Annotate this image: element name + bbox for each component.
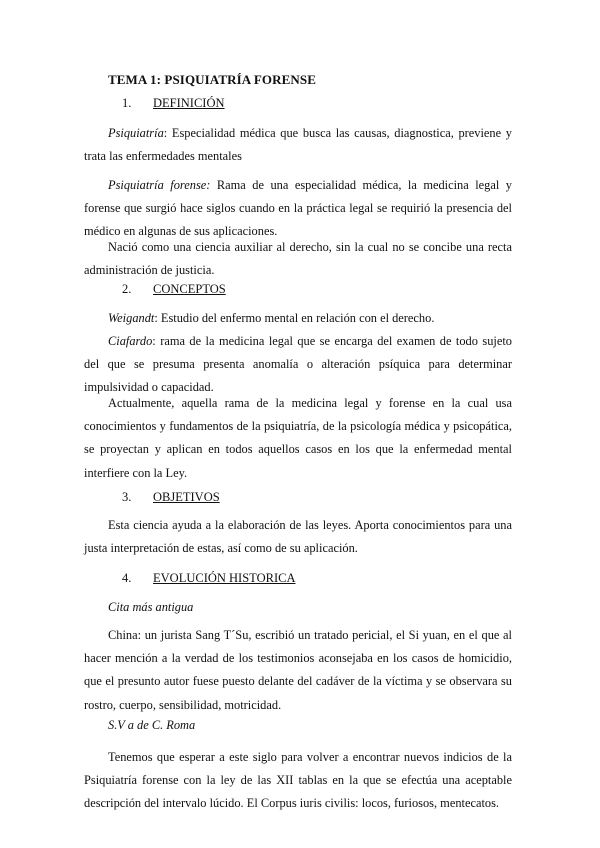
paragraph-text: China: un jurista Sang T´Su, escribió un tratado pericial, el Si yuan, en el que al hacer mención a la verdad de los testimonios aconsejaba en los casos de homicidio, que el presunto autor fuese puesto delante del cadáver de la víctima y se observara su rostro, cuerpo, sensibilidad, motricidad. [84,628,512,712]
paragraph-ciafardo [84,330,512,400]
section-heading-evolucion [122,571,295,586]
paragraph-objetivos [84,514,512,560]
term: Psiquiatría [108,126,164,140]
section-number: 4. [122,571,132,585]
section-label: CONCEPTOS [153,282,226,296]
paragraph-text: Esta ciencia ayuda a la elaboración de las leyes. Aporta conocimientos para una justa interpretación de estas, así como de su aplicación. [84,518,512,556]
paragraph-actualmente [84,392,512,485]
paragraph-weigandt [84,307,512,330]
paragraph-roma [84,746,512,816]
definition-text: : rama de la medicina legal que se encarga del examen de todo sujeto del que se presuma presenta anomalía o alteración psíquica para determinar impulsividad o capacidad. [84,334,512,395]
subheading-cita: Cita más antigua [108,600,194,614]
section-number: 3. [122,490,132,504]
paragraph-text: Actualmente, aquella rama de la medicina legal y forense en la cual usa conocimientos y fundamentos de la psiquiatría, de la psicología médica y psicopática, se proyectan y aplican en todos aquellos casos en los que la enfermedad mental interfiere con la Ley. [84,396,512,480]
paragraph-psiquiatria [84,122,512,168]
term: Psiquiatría forense: [108,178,211,192]
definition-text: : Especialidad médica que busca las causas, diagnostica, previene y trata las enfermedades mentales [84,126,512,164]
paragraph-nacio [84,236,512,282]
section-number: 2. [122,282,132,296]
paragraph-text: Nació como una ciencia auxiliar al derecho, sin la cual no se concibe una recta administración de justicia. [84,240,512,278]
definition-text: Rama de una especialidad médica, la medicina legal y forense que surgió hace siglos cuando en la práctica legal se requirió la presencia del médico en algunas de sus aplicaciones. [84,178,512,239]
term: Weigandt [108,311,155,325]
paragraph-text: Tenemos que esperar a este siglo para volver a encontrar nuevos indicios de la Psiquiatría forense con la ley de las XII tablas en la que se efectúa una aceptable descripción del intervalo lúcido. El Corpus iuris civilis: locos, furiosos, mentecatos. [84,750,512,811]
paragraph-psiquiatria-forense [84,174,512,244]
section-label: OBJETIVOS [153,490,220,504]
term: Ciafardo [108,334,153,348]
subheading-roma: S.V a de C. Roma [108,718,196,732]
section-label: DEFINICIÓN [153,96,225,110]
section-heading-objetivos [122,490,220,505]
section-number: 1. [122,96,132,110]
section-label: EVOLUCIÓN HISTORICA [153,571,296,585]
definition-text: : Estudio del enfermo mental en relación con el derecho. [154,311,435,325]
section-heading-conceptos [122,282,226,297]
document-title: TEMA 1: PSIQUIATRÍA FORENSE [108,72,316,87]
section-heading-definicion [122,96,225,111]
paragraph-china [84,624,512,717]
